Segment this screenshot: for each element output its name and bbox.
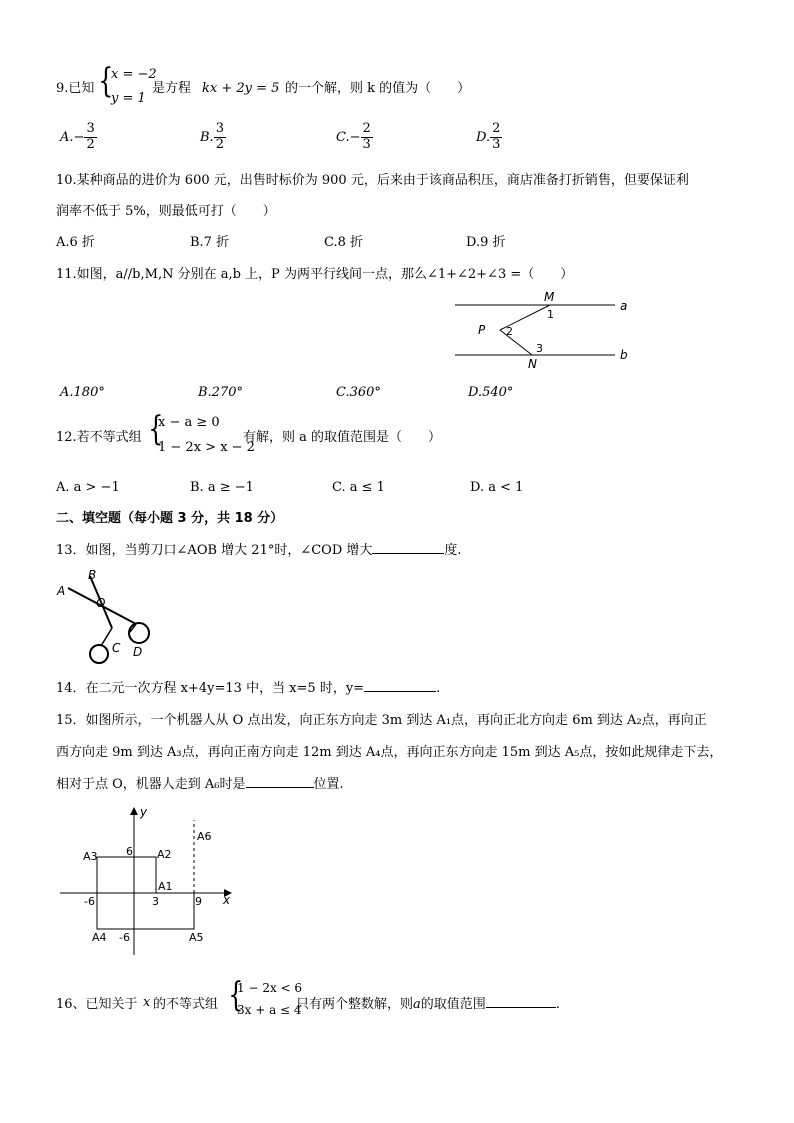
q9-prefix: 9.已知 <box>56 81 95 96</box>
q9-option-a[interactable]: A.− $\frac{3}{2}$ <box>60 121 95 152</box>
label-a5: A5 <box>189 931 204 944</box>
q16-end: . <box>555 997 560 1012</box>
q10-option-c[interactable]: C.8 折 <box>324 235 364 250</box>
label-x: x <box>223 893 231 907</box>
label-p: P <box>478 323 486 337</box>
q12-sys-line2: 1 − 2x > x − 2 <box>158 440 255 455</box>
label-a: a <box>620 299 628 313</box>
label-a2: A2 <box>157 848 172 861</box>
q9-middle: 是方程 <box>152 81 192 96</box>
q11-option-d[interactable]: D.540° <box>468 385 514 400</box>
q12-option-b[interactable]: B. a ≥ −1 <box>190 480 254 495</box>
q16-var-x: x <box>143 995 151 1010</box>
q9-sys-line2: y = 1 <box>111 91 146 106</box>
q16-mid: 的不等式组 <box>153 997 219 1012</box>
label-d: D <box>133 645 143 659</box>
q9-suffix: 的一个解，则 k 的值为（ ） <box>285 81 471 96</box>
label-3: 3 <box>536 342 543 355</box>
handle-c <box>90 645 108 663</box>
q14-suffix: . <box>436 681 441 696</box>
label-y: y <box>140 805 148 819</box>
label-a4: A4 <box>92 931 107 944</box>
q10-option-d[interactable]: D.9 折 <box>466 235 506 250</box>
y-axis-arrow <box>130 807 138 815</box>
q15-line1: 15．如图所示，一个机器人从 O 点出发，向正东方向走 3m 到达 A₁点，再向正北方向走 6m 到达 A₂点，再向正 <box>56 713 707 728</box>
label-c: C <box>112 641 121 655</box>
q14-answer-blank[interactable] <box>364 691 436 692</box>
q12-option-c[interactable]: C. a ≤ 1 <box>332 480 385 495</box>
segment-pn <box>500 330 532 355</box>
q11-figure <box>440 288 640 373</box>
q13-scissors-figure <box>54 566 154 668</box>
label-b: B <box>88 568 97 582</box>
q10-option-b[interactable]: B.7 折 <box>190 235 230 250</box>
q15-coordinate-figure <box>56 800 246 960</box>
q16-suffix2: 的取值范围 <box>420 997 486 1012</box>
q9-sys-line1: x = −2 <box>111 67 157 82</box>
q11-option-b[interactable]: B.270° <box>198 385 243 400</box>
q10-option-a[interactable]: A.6 折 <box>56 235 95 250</box>
label-a: A <box>57 584 66 598</box>
q13-stem <box>56 544 462 557</box>
label-2: 2 <box>506 325 513 338</box>
q15-line3-suffix: 位置. <box>313 777 344 792</box>
label-nine: 9 <box>195 895 202 908</box>
q9-option-d[interactable]: D. $\frac{2}{3}$ <box>476 121 501 152</box>
q9-option-b[interactable]: B. $\frac{3}{2}$ <box>200 121 224 152</box>
q11-stem: 11.如图，a//b,M,N 分别在 a,b 上，P 为两平行线间一点，那么∠1+∠2+∠3 =（ ） <box>56 267 574 282</box>
q10-line2: 润率不低于 5%，则最低可打（ ） <box>56 204 276 219</box>
q16-sys-line2: 3x + a ≤ 4 <box>237 1003 302 1017</box>
q15-answer-blank[interactable] <box>246 787 314 788</box>
label-three: 3 <box>152 895 159 908</box>
q16-sys-line1: 1 − 2x < 6 <box>237 981 303 995</box>
label-b: b <box>620 348 628 362</box>
q16-suffix <box>296 998 560 1011</box>
label-neg6-x: -6 <box>84 895 95 908</box>
label-a3: A3 <box>83 850 98 863</box>
label-a1: A1 <box>158 880 173 893</box>
q16-answer-blank[interactable] <box>486 1007 556 1008</box>
q14-prefix: 14．在二元一次方程 x+4y=13 中，当 x=5 时，y= <box>56 681 365 696</box>
q12-option-d[interactable]: D. a < 1 <box>470 480 524 495</box>
q11-option-a[interactable]: A.180° <box>60 385 105 400</box>
q12-sys-line1: x − a ≥ 0 <box>158 415 220 430</box>
label-a6: A6 <box>197 830 212 843</box>
label-o: O <box>96 596 106 610</box>
q12-suffix: 有解，则 a 的取值范围是（ ） <box>243 430 442 445</box>
q15-line3 <box>56 778 344 791</box>
q10-line1: 10.某种商品的进价为 600 元，出售时标价为 900 元，后来由于该商品积压，商店准备打折销售，但要保证利 <box>56 173 689 188</box>
q12-option-a[interactable]: A. a > −1 <box>56 480 120 495</box>
q15-line3-prefix: 相对于点 O，机器人走到 A₆时是 <box>56 777 246 792</box>
label-six: 6 <box>126 845 133 858</box>
label-1: 1 <box>547 308 554 321</box>
q13-prefix: 13．如图，当剪刀口∠AOB 增大 21°时，∠COD 增大 <box>56 543 373 558</box>
label-neg6-y: -6 <box>119 931 130 944</box>
section-title: 二、填空题（每小题 3 分，共 18 分） <box>56 511 284 526</box>
q15-line2: 西方向走 9m 到达 A₃点，再向正南方向走 12m 到达 A₄点，再向正东方向走 15m 到达 A₅点，按如此规律走下去， <box>56 745 723 760</box>
label-n: N <box>528 357 537 371</box>
handle-d <box>129 623 149 643</box>
q16-var-a: a <box>413 997 421 1012</box>
q12-prefix: 12.若不等式组 <box>56 430 142 445</box>
q13-suffix: 度. <box>444 543 462 558</box>
q16-prefix: 16、已知关于 <box>56 997 138 1012</box>
label-m: M <box>544 290 555 304</box>
q9-equation: kx + 2y = 5 <box>202 81 280 96</box>
q11-option-c[interactable]: C.360° <box>336 385 381 400</box>
q9-option-c[interactable]: C.− $\frac{2}{3}$ <box>336 121 371 152</box>
q13-answer-blank[interactable] <box>372 553 444 554</box>
q16-suffix1: 只有两个整数解，则 <box>296 997 414 1012</box>
q14-stem <box>56 682 440 695</box>
